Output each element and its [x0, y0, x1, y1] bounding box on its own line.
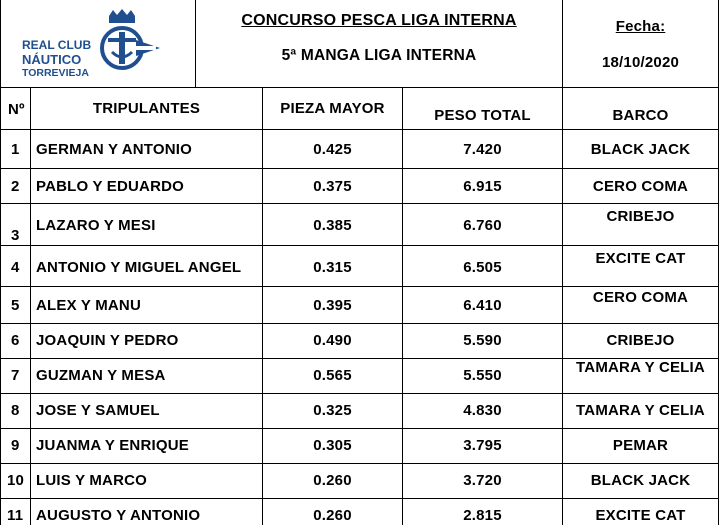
row-number: 11	[7, 507, 24, 524]
biggest-catch: 0.490	[313, 332, 352, 349]
row-number: 7	[11, 367, 20, 384]
total-weight: 5.590	[463, 332, 502, 349]
biggest-catch: 0.395	[313, 297, 352, 314]
crew-name: PABLO Y EDUARDO	[36, 178, 185, 195]
biggest-catch: 0.565	[313, 367, 352, 384]
boat-name: CERO COMA	[592, 289, 689, 306]
row-number: 6	[11, 332, 20, 349]
boat-name: CRIBEJO	[606, 332, 675, 349]
total-weight: 6.505	[463, 259, 502, 276]
total-weight: 5.550	[463, 367, 502, 384]
date-label: Fecha:	[615, 18, 666, 35]
total-weight: 6.410	[463, 297, 502, 314]
row-divider	[0, 203, 719, 204]
crew-name: JUANMA Y ENRIQUE	[36, 437, 189, 454]
row-number: 8	[11, 402, 20, 419]
date-value: 18/10/2020	[601, 54, 680, 71]
biggest-catch: 0.425	[313, 141, 352, 158]
row-number: 9	[11, 437, 20, 454]
crew-name: GERMAN Y ANTONIO	[36, 141, 192, 158]
col-header-crew: TRIPULANTES	[92, 100, 201, 117]
biggest-catch: 0.315	[313, 259, 352, 276]
crew-name: JOAQUIN Y PEDRO	[36, 332, 179, 349]
crew-name: LUIS Y MARCO	[36, 472, 148, 489]
crew-name: LAZARO Y MESI	[36, 217, 156, 234]
boat-name: EXCITE CAT	[595, 250, 686, 267]
boat-name: TAMARA Y CELIA	[576, 359, 705, 376]
biggest-catch: 0.260	[313, 507, 352, 524]
biggest-catch: 0.375	[313, 178, 352, 195]
row-divider	[0, 323, 719, 324]
page-title: CONCURSO PESCA LIGA INTERNA	[241, 12, 517, 29]
total-weight: 3.720	[463, 472, 502, 489]
header-col-divider	[562, 0, 563, 88]
row-number: 5	[11, 297, 20, 314]
logo-line: NÁUTICO	[22, 52, 82, 67]
total-weight: 4.830	[463, 402, 502, 419]
row-number: 10	[7, 472, 25, 489]
boat-name: TAMARA Y CELIA	[576, 402, 705, 419]
col-header-biggest-catch: PIEZA MAYOR	[280, 100, 385, 117]
row-divider	[0, 428, 719, 429]
boat-name: EXCITE CAT	[595, 507, 686, 524]
row-number: 2	[11, 178, 20, 195]
crew-name: AUGUSTO Y ANTONIO	[36, 507, 201, 524]
boat-name: PEMAR	[612, 437, 669, 454]
crew-name: ALEX Y MANU	[36, 297, 141, 314]
col-divider	[30, 87, 31, 525]
crew-name: JOSE Y SAMUEL	[36, 402, 160, 419]
biggest-catch: 0.325	[313, 402, 352, 419]
row-number: 3	[11, 227, 20, 244]
total-weight: 6.760	[463, 217, 502, 234]
biggest-catch: 0.260	[313, 472, 352, 489]
total-weight: 2.815	[463, 507, 502, 524]
row-divider	[0, 168, 719, 169]
row-number: 4	[11, 259, 20, 276]
row-divider	[0, 498, 719, 499]
row-number: 1	[11, 141, 20, 158]
logo-line: REAL CLUB	[22, 38, 92, 52]
total-weight: 6.915	[463, 178, 502, 195]
row-divider	[0, 129, 719, 130]
crew-name: ANTONIO Y MIGUEL ANGEL	[36, 259, 242, 276]
table-border-left	[0, 0, 1, 525]
boat-name: CRIBEJO	[606, 208, 675, 225]
col-header-boat: BARCO	[612, 107, 669, 124]
row-divider	[0, 245, 719, 246]
col-header-number: Nº	[8, 101, 25, 118]
biggest-catch: 0.385	[313, 217, 352, 234]
club-emblem-icon	[100, 8, 160, 74]
biggest-catch: 0.305	[313, 437, 352, 454]
total-weight: 3.795	[463, 437, 502, 454]
club-logo	[22, 8, 162, 80]
col-header-total-weight: PESO TOTAL	[434, 107, 531, 124]
logo-line: TORREVIEJA	[22, 67, 89, 79]
row-divider	[0, 286, 719, 287]
boat-name: CERO COMA	[592, 178, 689, 195]
boat-name: BLACK JACK	[590, 141, 691, 158]
crew-name: GUZMAN Y MESA	[36, 367, 166, 384]
boat-name: BLACK JACK	[590, 472, 691, 489]
total-weight: 7.420	[463, 141, 502, 158]
row-divider	[0, 393, 719, 394]
row-divider	[0, 463, 719, 464]
header-divider	[0, 87, 719, 88]
page-subtitle: 5ª MANGA LIGA INTERNA	[281, 47, 477, 64]
